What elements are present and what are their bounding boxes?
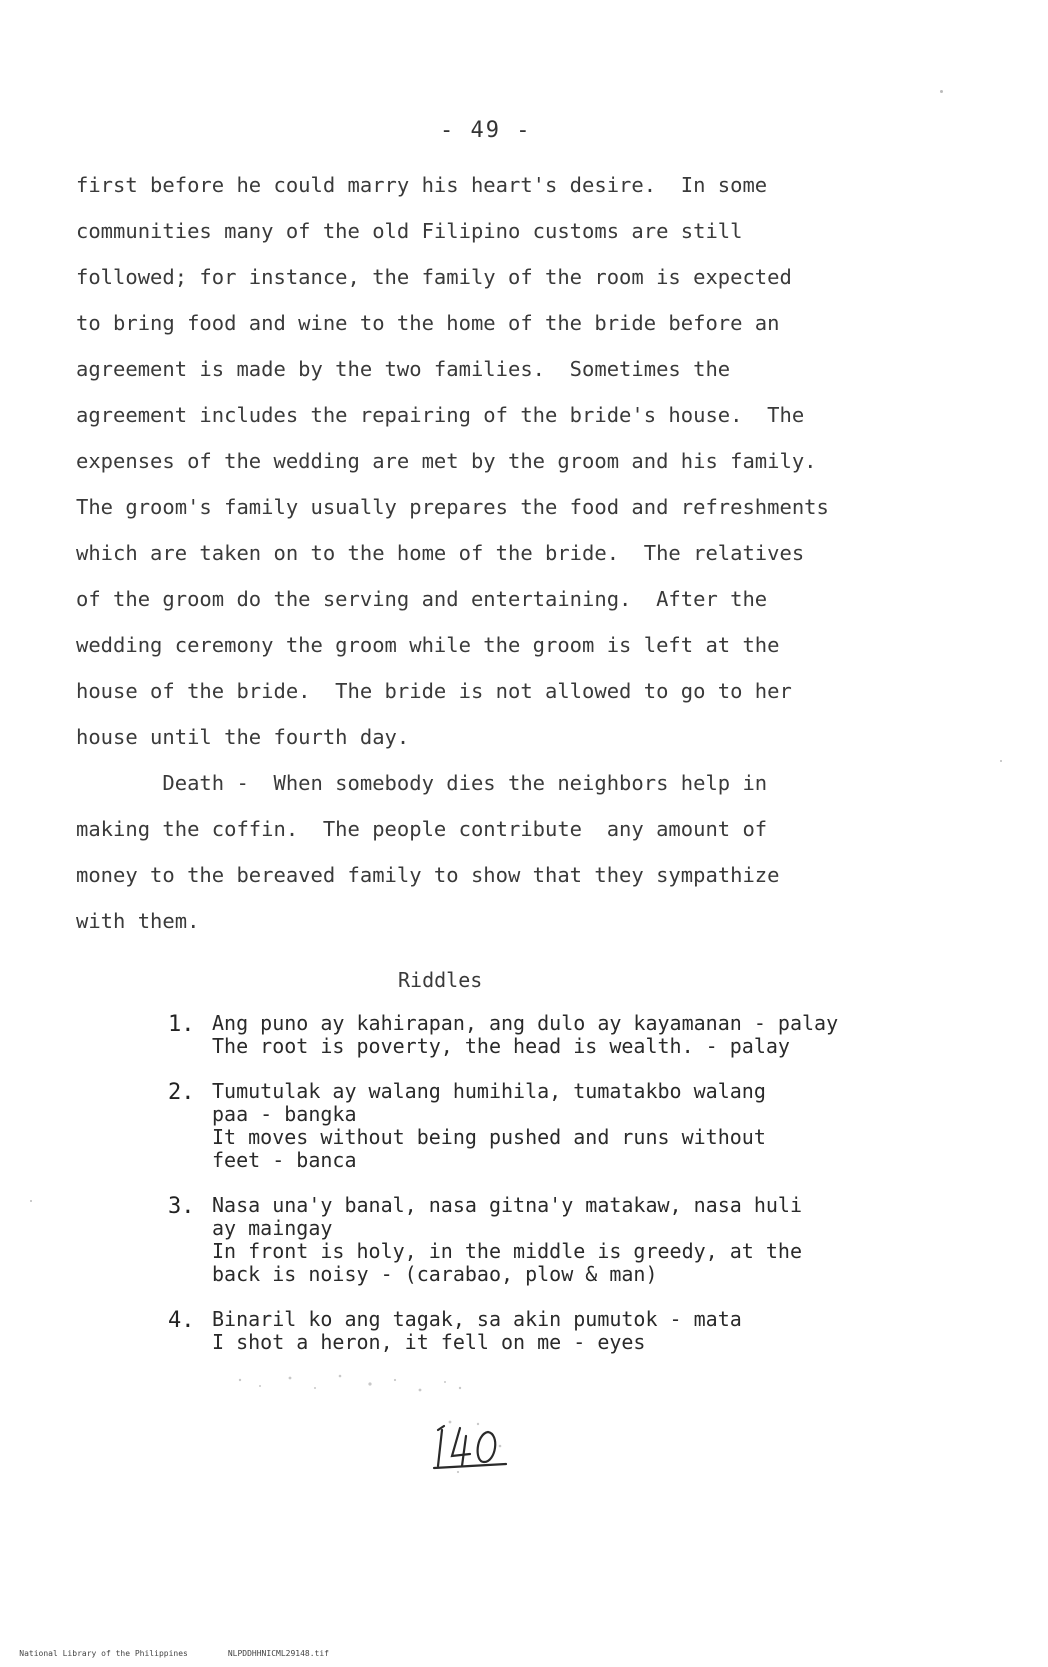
riddle-line: Binaril ko ang tagak, sa akin pumutok - mata: [212, 1307, 742, 1331]
footer-library: National Library of the Philippines: [19, 1649, 188, 1658]
paragraph-line: of the groom do the serving and entertaining. After the: [76, 587, 768, 611]
section-title: Riddles: [398, 968, 483, 992]
paragraph-line: communities many of the old Filipino customs are still: [76, 219, 743, 243]
paragraph-line: making the coffin. The people contribute any amount of: [76, 817, 768, 841]
paragraph-line: followed; for instance, the family of the room is expected: [76, 265, 792, 289]
paragraph-line: first before he could marry his heart's desire. In some: [76, 173, 768, 197]
paragraph-line: money to the bereaved family to show that they sympathize: [76, 863, 780, 887]
scan-speck: [30, 1200, 32, 1202]
footer-file: NLPDDHHNICML29148.tif: [227, 1649, 329, 1658]
scan-footer: [0, 1640, 369, 1667]
paragraph-line: to bring food and wine to the home of the bride before an: [76, 311, 780, 335]
riddle-number: 4.: [168, 1308, 195, 1333]
paragraph-line: Death - When somebody dies the neighbors help in: [76, 771, 768, 795]
riddle-line: It moves without being pushed and runs without: [212, 1125, 766, 1149]
riddle-item: [168, 1194, 928, 1286]
paragraph-line: house until the fourth day.: [76, 725, 410, 749]
riddle-number: 1.: [168, 1012, 195, 1037]
riddle-line: I shot a heron, it fell on me - eyes: [212, 1330, 646, 1354]
paragraph-line: wedding ceremony the groom while the groom is left at the: [76, 633, 780, 657]
riddle-item: [168, 1012, 928, 1058]
scan-noise-decoration: [220, 1368, 480, 1398]
body-paragraph: [76, 162, 936, 944]
riddle-line: Tumutulak ay walang humihila, tumatakbo walang: [212, 1079, 766, 1103]
paragraph-line: which are taken on to the home of the bride. The relatives: [76, 541, 805, 565]
riddle-item: [168, 1308, 928, 1354]
riddle-line: ay maingay: [212, 1216, 333, 1240]
riddle-number: 3.: [168, 1194, 195, 1219]
riddle-line: paa - bangka: [212, 1102, 357, 1126]
riddles-list: [168, 1012, 928, 1376]
riddle-line: Nasa una'y banal, nasa gitna'y matakaw, nasa huli: [212, 1193, 803, 1217]
paragraph-line: agreement includes the repairing of the bride's house. The: [76, 403, 805, 427]
page-number: - 49 -: [440, 118, 532, 143]
riddle-item: [168, 1080, 928, 1172]
scan-speck: [1000, 760, 1002, 762]
paragraph-line: The groom's family usually prepares the food and refreshments: [76, 495, 829, 519]
riddle-line: back is noisy - (carabao, plow & man): [212, 1262, 658, 1286]
paragraph-line: house of the bride. The bride is not allowed to go to her: [76, 679, 792, 703]
riddle-line: In front is holy, in the middle is greedy, at the: [212, 1239, 803, 1263]
riddle-line: feet - banca: [212, 1148, 357, 1172]
paragraph-line: agreement is made by the two families. Sometimes the: [76, 357, 731, 381]
scan-speck: [940, 90, 943, 93]
paragraph-line: expenses of the wedding are met by the groom and his family.: [76, 449, 817, 473]
riddle-number: 2.: [168, 1080, 195, 1105]
riddle-line: The root is poverty, the head is wealth. - palay: [212, 1034, 790, 1058]
handwritten-page-mark: [430, 1416, 520, 1476]
paragraph-line: with them.: [76, 909, 200, 933]
riddle-line: Ang puno ay kahirapan, ang dulo ay kayamanan - palay: [212, 1011, 839, 1035]
